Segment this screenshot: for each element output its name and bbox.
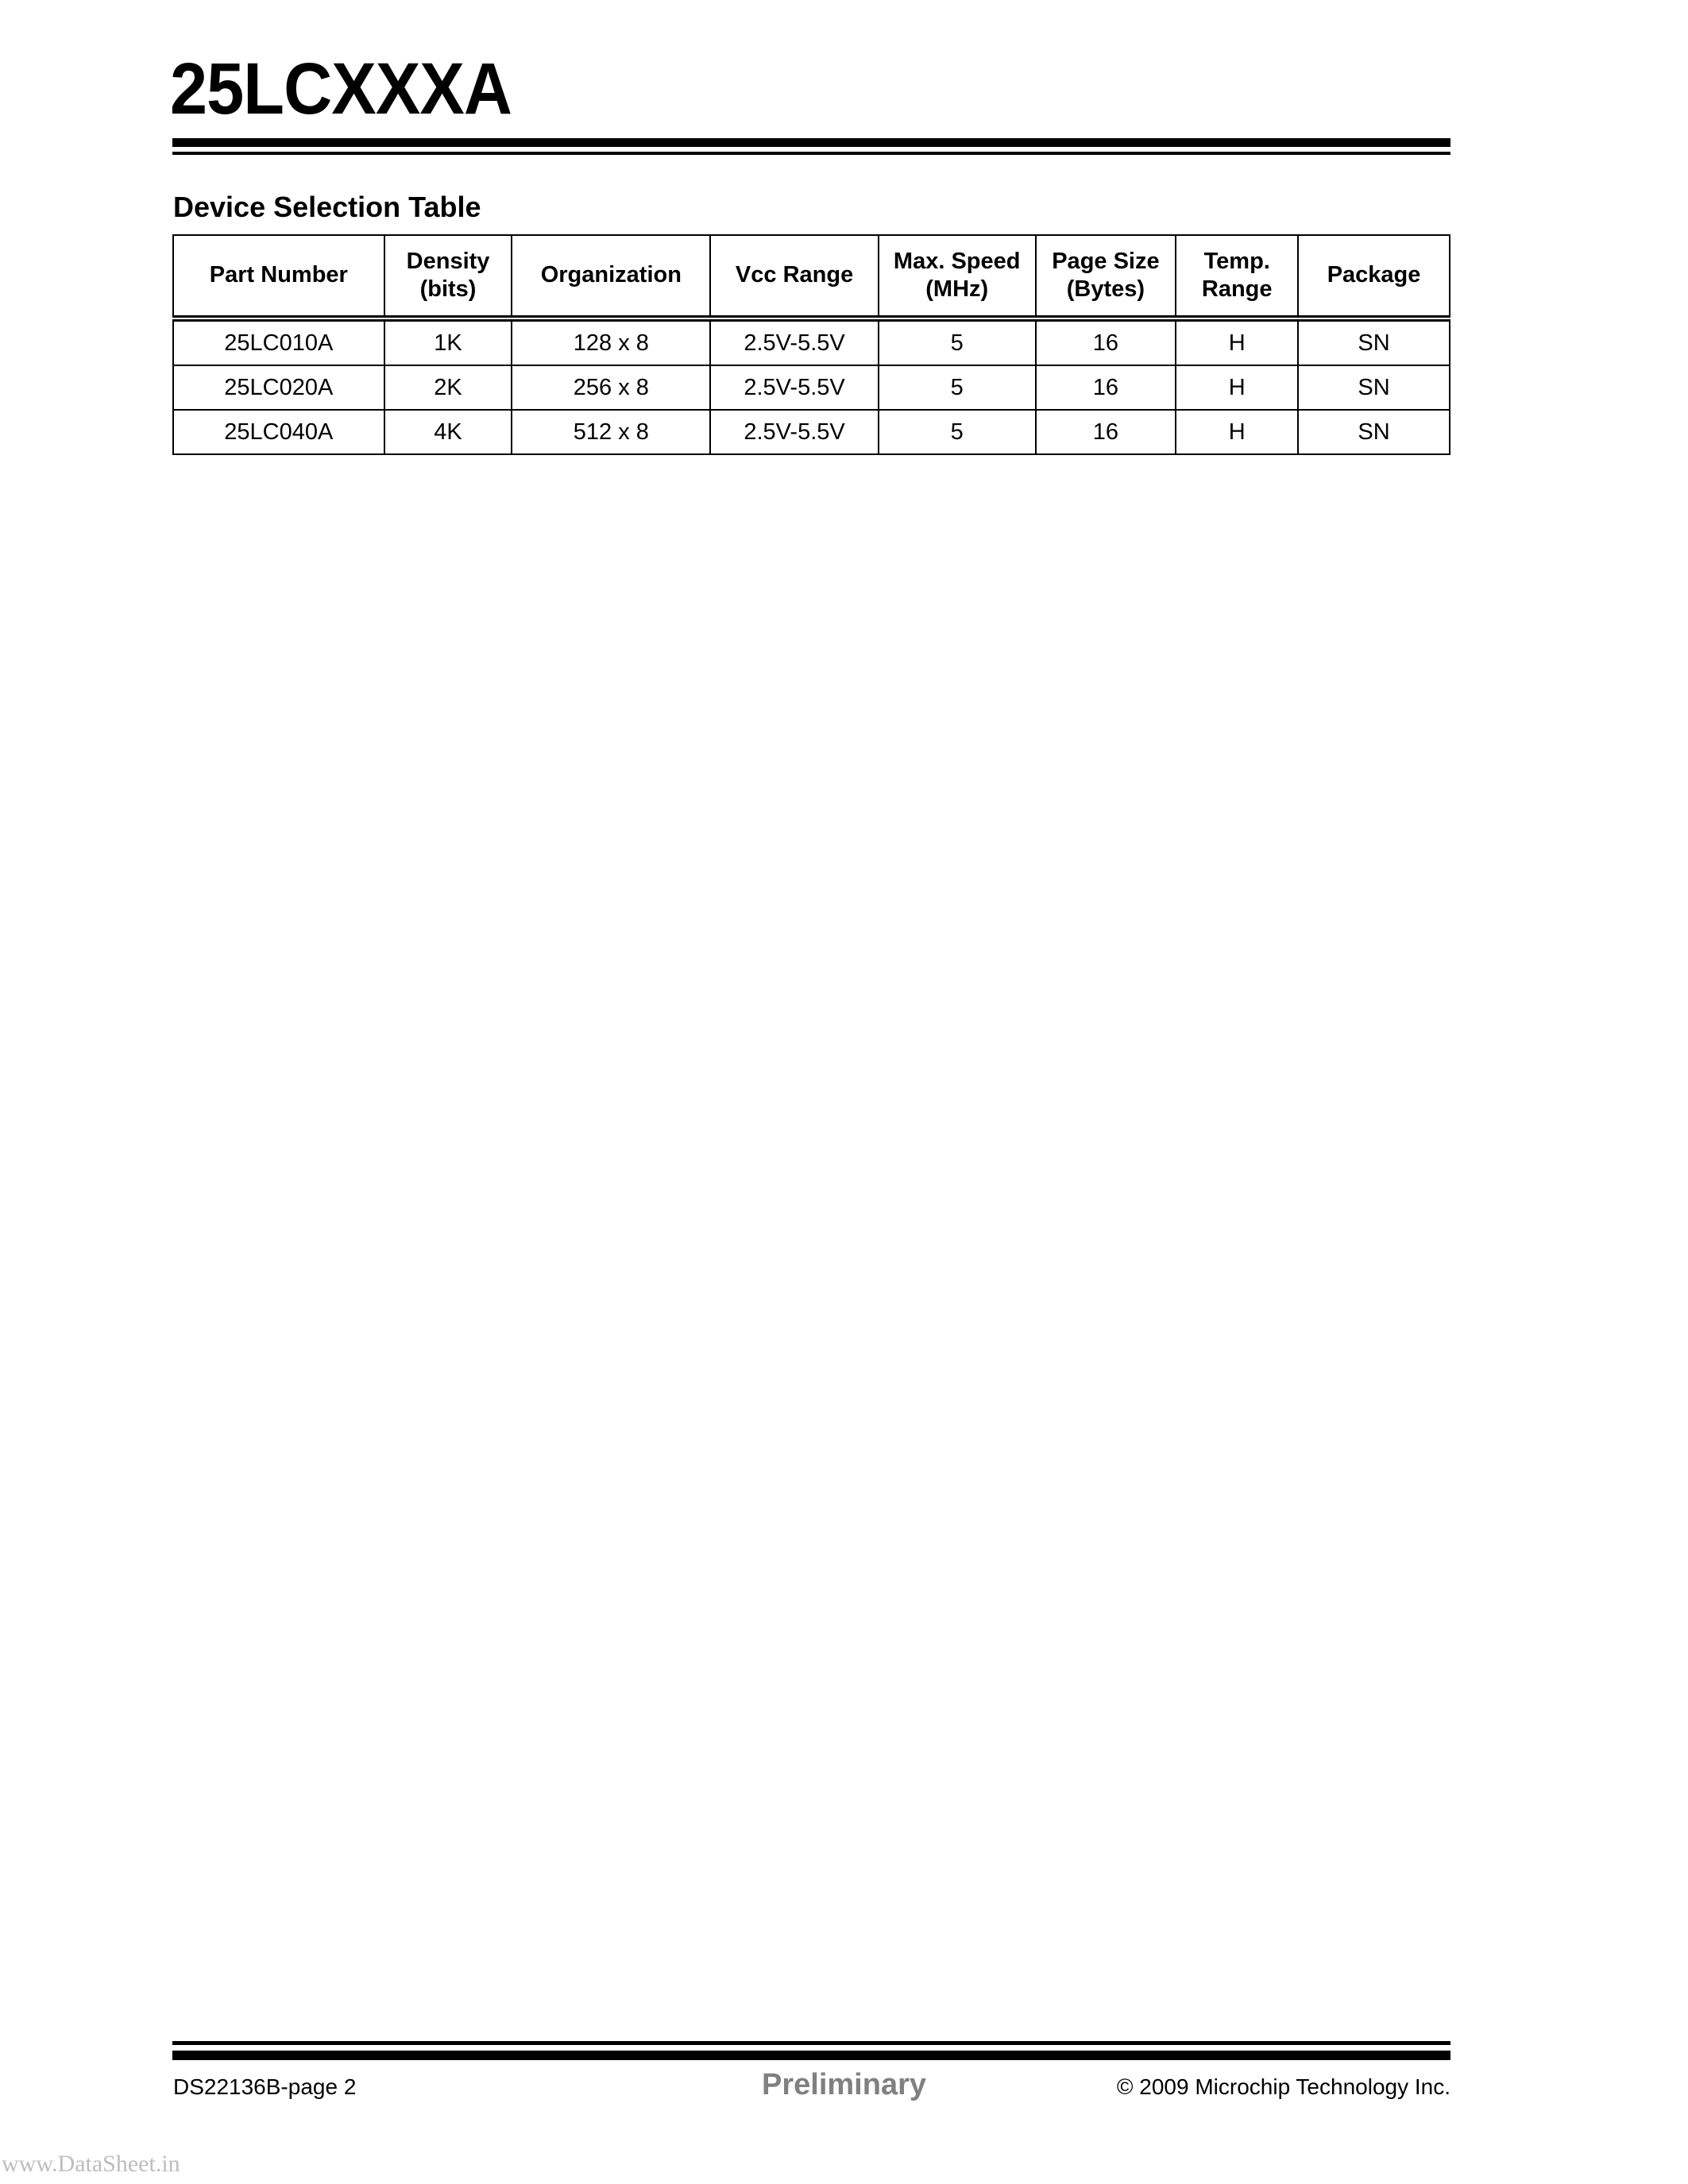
table-cell: 25LC020A <box>173 365 384 410</box>
preliminary-label: Preliminary <box>762 2068 926 2101</box>
table-cell: 2K <box>384 365 512 410</box>
table-cell: 4K <box>384 410 512 454</box>
table-header-row <box>173 235 1450 318</box>
table-cell: 25LC040A <box>173 410 384 454</box>
column-header: Part Number <box>173 235 384 318</box>
column-header: Density (bits) <box>384 235 512 318</box>
table-cell: 16 <box>1036 410 1176 454</box>
table-cell: 5 <box>879 410 1036 454</box>
table-cell: 16 <box>1036 318 1176 365</box>
table-cell: SN <box>1298 318 1450 365</box>
column-header: Max. Speed (MHz) <box>879 235 1036 318</box>
table-cell: 256 x 8 <box>512 365 710 410</box>
table-cell: SN <box>1298 365 1450 410</box>
table-cell: SN <box>1298 410 1450 454</box>
column-header: Package <box>1298 235 1450 318</box>
device-selection-table <box>172 234 1450 455</box>
table-cell: 16 <box>1036 365 1176 410</box>
column-header: Vcc Range <box>710 235 879 318</box>
table-cell: 2.5V-5.5V <box>710 318 879 365</box>
section-heading: Device Selection Table <box>173 191 481 223</box>
column-header: Temp. Range <box>1176 235 1298 318</box>
table-cell: H <box>1176 318 1298 365</box>
table-cell: 512 x 8 <box>512 410 710 454</box>
table-cell: 5 <box>879 318 1036 365</box>
table-row <box>173 365 1450 410</box>
table-row <box>173 410 1450 454</box>
header-thin-rule <box>172 152 1450 155</box>
table-cell: H <box>1176 365 1298 410</box>
copyright: © 2009 Microchip Technology Inc. <box>1116 2074 1450 2099</box>
header-thick-rule <box>172 138 1450 147</box>
table-cell: 2.5V-5.5V <box>710 365 879 410</box>
page-number: DS22136B-page 2 <box>173 2074 357 2099</box>
document-title: 25LCXXXA <box>170 48 512 129</box>
footer-thin-rule <box>172 2041 1450 2045</box>
table-cell: 128 x 8 <box>512 318 710 365</box>
watermark: www.DataSheet.in <box>2 2151 180 2177</box>
column-header: Page Size (Bytes) <box>1036 235 1176 318</box>
table-cell: 5 <box>879 365 1036 410</box>
table-cell: H <box>1176 410 1298 454</box>
table-cell: 25LC010A <box>173 318 384 365</box>
column-header: Organization <box>512 235 710 318</box>
table-row <box>173 318 1450 365</box>
table-cell: 1K <box>384 318 512 365</box>
table-cell: 2.5V-5.5V <box>710 410 879 454</box>
footer-thick-rule <box>172 2051 1450 2060</box>
